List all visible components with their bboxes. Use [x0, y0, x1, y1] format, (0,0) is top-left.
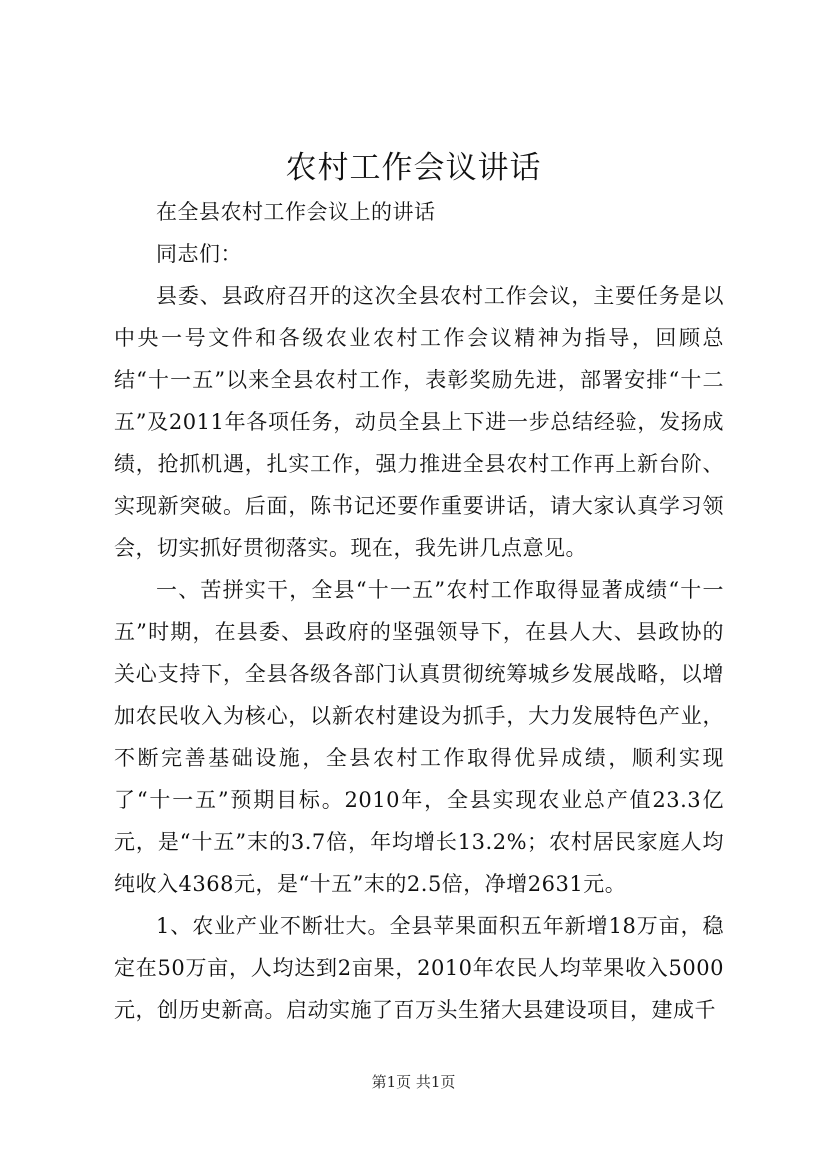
page-footer: 第1页 共1页 — [371, 1073, 456, 1091]
item-one-paragraph: 1、农业产业不断壮大。全县苹果面积五年新增18万亩，稳定在50万亩，人均达到2亩果，2010年农民人均苹果收入5000元，创历史新高。启动实施了百万头生猪大县建设项目，建成千 — [114, 914, 724, 1022]
salutation-paragraph: 同志们： — [156, 242, 242, 266]
intro-paragraph: 县委、县政府召开的这次全县农村工作会议，主要任务是以中央一号文件和各级农业农村工作会议精神为指导，回顾总结“十一五”以来全县农村工作，表彰奖励先进，部署安排“十二五”及2011年各项任务，动员全县上下进一步总结经验，发扬成绩，抢抓机遇，扎实工作，强力推进全县农村工作再上新台阶、实现新突破。后面，陈书记还要作重要讲话，请大家认真学习领会，切实抓好贯彻落实。现在，我先讲几点意见。 — [114, 284, 724, 560]
section-one-paragraph: 一、苦拼实干，全县“十一五”农村工作取得显著成绩“十一五”时期，在县委、县政府的坚强领导下，在县人大、县政协的关心支持下，全县各级各部门认真贯彻统筹城乡发展战略，以增加农民收入为核心，以新农村建设为抓手，大力发展特色产业，不断完善基础设施，全县农村工作取得优异成绩，顺利实现了“十一五”预期目标。2010年，全县实现农业总产值23.3亿元，是“十五”末的3.7倍，年均增长13.2%；农村居民家庭人均纯收入4368元，是“十五”末的2.5倍，净增2631元。 — [114, 578, 724, 896]
subtitle-paragraph: 在全县农村工作会议上的讲话 — [156, 200, 436, 224]
document-body — [114, 191, 724, 1031]
document-title: 农村工作会议讲话 — [285, 150, 542, 186]
